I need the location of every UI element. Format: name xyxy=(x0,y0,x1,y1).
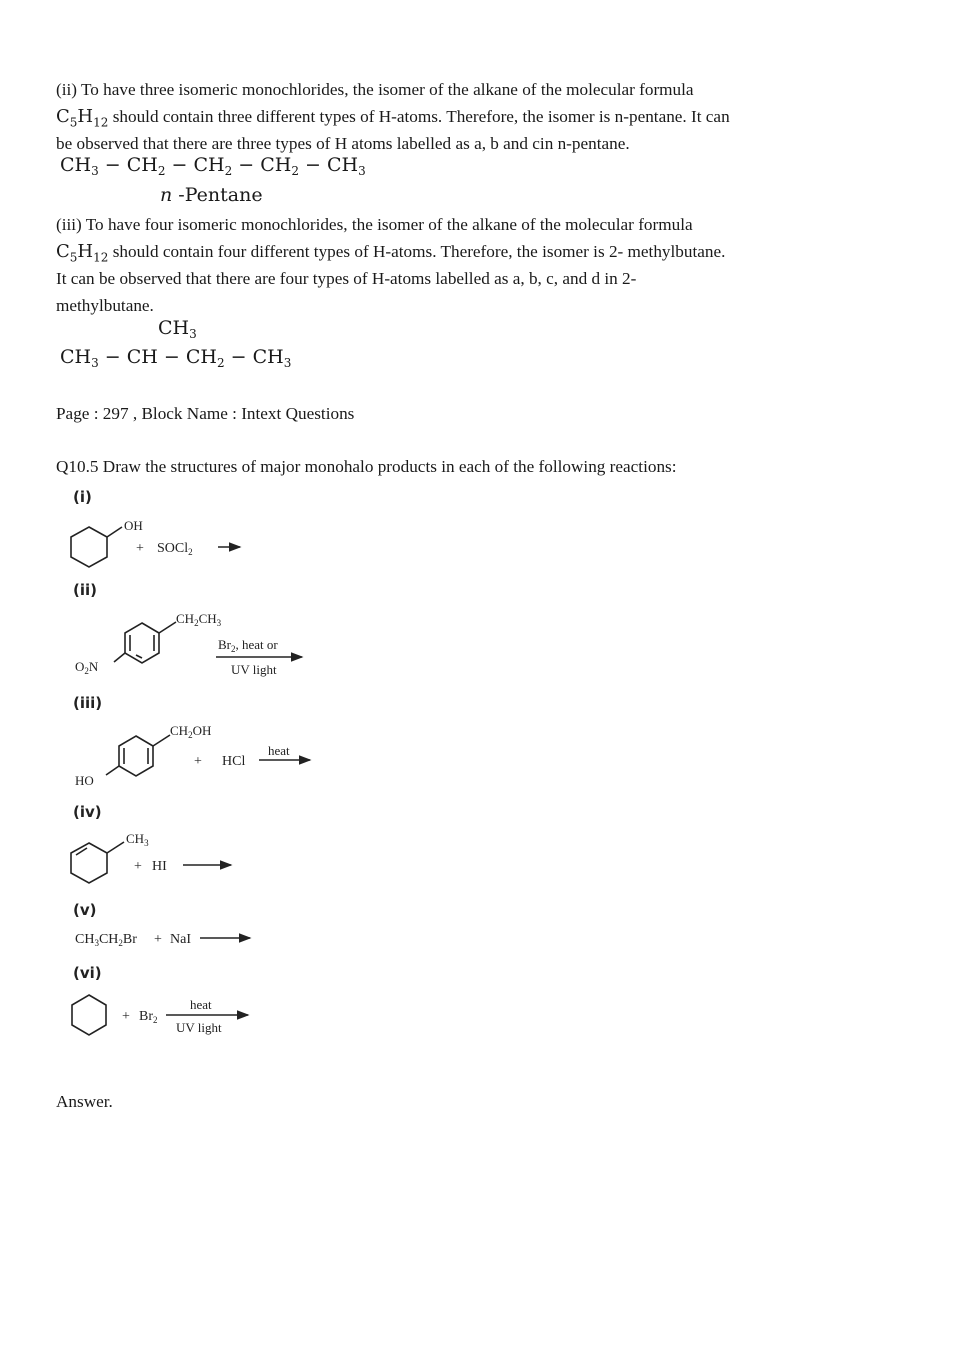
ho-group: HO xyxy=(75,773,94,788)
reaction-scheme-figure xyxy=(56,485,356,1045)
methyl-group: $CH_3$ xyxy=(126,831,149,848)
para-ii-line2: $C_5H_{12}$ should contain three different types of H-atoms. Therefore, the isomer is n-pentane. It can xyxy=(56,106,730,130)
reagent-hi: HI xyxy=(152,859,167,874)
condition-uv-vi: UV light xyxy=(176,1020,222,1035)
reaction-label-vi: (vi) xyxy=(73,964,102,982)
pentane-formula: $CH_3 - CH_2 - CH_2 - CH_2 - CH_3$ xyxy=(60,154,366,178)
para-iii-line2: $C_5H_{12}$ should contain four different types of H-atoms. Therefore, the isomer is 2- methylbutane. xyxy=(56,241,726,265)
oh-group: OH xyxy=(124,518,143,533)
ethyl-bromide: $CH_3CH_2Br$ xyxy=(75,932,137,948)
plus-sign: + xyxy=(136,541,144,556)
cyclohexane-ring-vi xyxy=(72,995,106,1035)
cyclohexene-ring-iv xyxy=(71,843,107,883)
formula-c5h12: $C_5H_{12}$ xyxy=(56,241,109,265)
question-q10-5: Q10.5 Draw the structures of major monohalo products in each of the following reactions: xyxy=(56,457,677,476)
reagent-br2: $Br_2$ xyxy=(139,1009,158,1025)
plus-sign: + xyxy=(122,1009,130,1024)
reagent-above-ii: $Br_2$, heat or xyxy=(218,637,278,654)
para-ii-line1: (ii) To have three isomeric monochlorides, the isomer of the alkane of the molecular formula xyxy=(56,80,694,99)
page-reference: Page : 297 , Block Name : Intext Questions xyxy=(56,404,355,423)
answer-label: Answer. xyxy=(56,1092,113,1111)
plus-sign: + xyxy=(154,932,162,947)
plus-sign: + xyxy=(134,859,142,874)
condition-below-ii: UV light xyxy=(231,662,277,677)
cyclohexane-ring-i xyxy=(71,527,107,567)
reagent-nai: NaI xyxy=(170,932,191,947)
formula-c5h12: $C_5H_{12}$ xyxy=(56,106,109,130)
methylbutane-branch: $CH_3$ xyxy=(158,317,197,341)
reaction-label-ii: (ii) xyxy=(73,581,97,599)
para-iii-line1: (iii) To have four isomeric monochlorides, the isomer of the alkane of the molecular formula xyxy=(56,215,693,234)
condition-heat-vi: heat xyxy=(190,997,212,1012)
reaction-label-i: (i) xyxy=(73,488,92,506)
ch2oh-group: $CH_2OH$ xyxy=(170,723,212,740)
condition-heat-iii: heat xyxy=(268,743,290,758)
pentane-name: n -Pentane xyxy=(160,184,263,206)
methylbutane-chain: $CH_3$ − CH − $CH_2 - CH_3$ xyxy=(60,346,292,370)
reaction-label-iv: (iv) xyxy=(73,803,102,821)
para-iii-line4: methylbutane. xyxy=(56,296,154,315)
reagent-hcl: HCl xyxy=(222,754,246,769)
plus-sign: + xyxy=(194,754,202,769)
para-iii-line3: It can be observed that there are four types of H-atoms labelled as a, b, c, and d in 2- xyxy=(56,269,637,288)
reaction-label-v: (v) xyxy=(73,901,97,919)
reagent-socl2: SOCl$_2$ xyxy=(157,541,193,557)
reaction-label-iii: (iii) xyxy=(73,694,103,712)
ethyl-group: $CH_2CH_3$ xyxy=(176,611,222,628)
nitro-group: $O_2N$ xyxy=(75,659,99,676)
para-ii-line3: be observed that there are three types of H atoms labelled as a, b and cin n-pentane. xyxy=(56,134,630,153)
